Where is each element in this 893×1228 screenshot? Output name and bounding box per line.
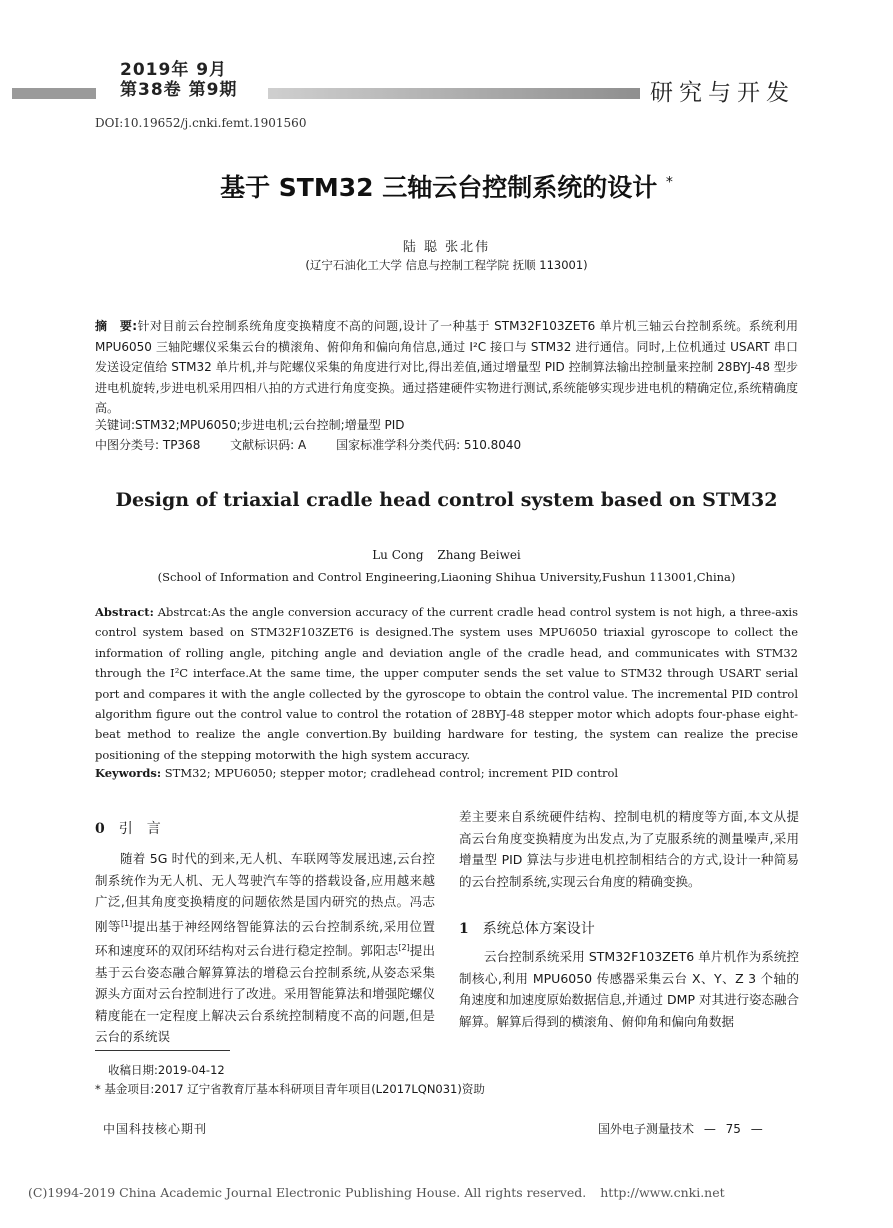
english-title: Design of triaxial cradle head control system based on STM32: [115, 489, 778, 511]
section-number: 0: [95, 821, 105, 837]
cn-abstract-label: 摘 要:: [95, 319, 138, 333]
journal-footer: [598, 1120, 769, 1137]
paper-title: [0, 168, 893, 204]
english-keywords-text: STM32; MPU6050; stepper motor; cradlehead control; increment PID control: [164, 766, 619, 780]
header-bar-right: [268, 88, 640, 99]
english-authors: [0, 548, 893, 562]
affiliation: (辽宁石油化工大学 信息与控制工程学院 抚顺 113001): [305, 258, 588, 272]
cn-classification: [95, 436, 798, 453]
cn-keywords-label: 关键词:: [95, 418, 136, 432]
cn-abstract-text: 针对目前云台控制系统角度变换精度不高的问题,设计了一种基于 STM32F103ZET6 单片机三轴云台控制系统。系统利用 MPU6050 三轴陀螺仪采集云台的横滚角、俯仰角和偏向角信息,通过 I²C 接口与 STM32 进行通信。同时,上位机通过 USART 串口发送设定值给 STM32 单片机,并与陀螺仪采集的角度进行对比,得出差值,通过增量型 PID 控制算法输出控制量来控制 28BYJ-48 型步进电机旋转,步进电机采用四相八拍的方式进行角度变换。通过搭建硬件实物进行测试,系统能够实现步进电机的精确定位,系统精确度高。: [95, 319, 798, 415]
issue-header: [120, 60, 237, 100]
cn-abstract: [95, 316, 798, 419]
intro-text-b: 提出基于神经网络智能算法的云台控制系统,采用位置环和速度环的双闭环结构对云台进行稳定控制。郭阳志: [95, 918, 435, 959]
page-number: 75: [725, 1122, 741, 1136]
intro-paragraph: [95, 848, 435, 1048]
intro-paragraph-continued: 差主要来自系统硬件结构、控制电机的精度等方面,本文从提高云台角度变换精度为出发点,为了克服系统的测量噪声,采用增量型 PID 算法与步进电机控制相结合的方式,设计一种简易的云台控制系统,实现云台角度的精确变换。: [459, 809, 799, 889]
authors: 陆 聪 张北伟: [402, 240, 491, 255]
section-label: 研究与开发: [650, 80, 795, 106]
english-abstract-label: Abstract:: [95, 605, 154, 619]
english-keywords-label: Keywords:: [95, 766, 162, 780]
fund-note: * 基金项目:2017 辽宁省教育厅基本科研项目青年项目(L2017LQN031)资助: [95, 1082, 485, 1096]
design-paragraph: 云台控制系统采用 STM32F103ZET6 单片机作为系统控制核心,利用 MPU6050 传感器采集云台 X、Y、Z 3 个轴的角速度和加速度原始数据信息,并通过 DMP 对其进行姿态融合解算。解算后得到的横滚角、俯仰角和偏向角数据: [459, 949, 799, 1029]
page-dash-right: —: [750, 1122, 763, 1136]
english-abstract: [95, 602, 798, 765]
english-keywords: [95, 766, 798, 780]
intro-text-c: 提出基于云台姿态融合解算算法的增稳云台控制系统,从姿态采集源头方面对云台控制进行了改进。采用智能算法和增强陀螺仪精度能在一定程度上解决云台系统控制精度不高的问题,但是云台的系统误: [95, 943, 435, 1045]
author-1: Lu Cong: [372, 548, 424, 562]
english-affiliation: (School of Information and Control Engineering,Liaoning Shihua University,Fushun 113001,China): [157, 570, 736, 584]
paper-title-text: 基于 STM32 三轴云台控制系统的设计: [220, 173, 658, 202]
issue-volume: 第38卷 第9期: [120, 80, 238, 100]
citation-1: [1]: [120, 918, 133, 928]
copyright-line: [28, 1185, 725, 1200]
author-2: Zhang Beiwei: [437, 548, 521, 562]
journal-name: 国外电子测量技术: [598, 1122, 695, 1136]
journal-category: 中国科技核心期刊: [103, 1122, 208, 1136]
received-date: 收稿日期:2019-04-12: [108, 1063, 225, 1077]
section-number: 1: [459, 921, 469, 937]
english-abstract-text: Abstrcat:As the angle conversion accuracy of the current cradle head control system is not high, a three-axis control system based on STM32F103ZET6 is designed.The system uses MPU6050 triaxial gyroscope to collect the information of rolling angle, pitching angle and deviation angle of the cradle head, and communicates with STM32 through the I²C interface.At the same time, the upper computer sends the set value to STM32 through USART serial port and compares it with the angle collected by the gyroscope to obtain the control value. The incremental PID control algorithm figure out the control value to control the rotation of 28BYJ-48 stepper motor which adopts four-phase eight-beat method to realize the angle convertion.By building hardware for testing, the system can realize the precise positioning of the stepping motorwith the high system accuracy.: [95, 605, 798, 762]
cn-keywords-text: STM32;MPU6050;步进电机;云台控制;增量型 PID: [135, 418, 405, 432]
section-title: 系统总体方案设计: [482, 921, 595, 937]
intro-text-a: 随着 5G 时代的到来,无人机、车联网等发展迅速,云台控制系统作为无人机、无人驾驶汽车等的搭载设备,应用越来越广泛,但其角度变换精度的问题依然是国内研究的热点。冯志刚等: [95, 851, 435, 934]
doi: DOI:10.19652/j.cnki.femt.1901560: [95, 116, 307, 130]
section-heading-design: [459, 918, 595, 938]
copyright-text: (C)1994-2019 China Academic Journal Electronic Publishing House. All rights reserved.: [28, 1185, 587, 1200]
cnki-link[interactable]: http://www.cnki.net: [600, 1185, 725, 1200]
clc-code: 中图分类号: TP368: [95, 438, 201, 452]
header-bar-left: [12, 88, 96, 99]
title-footnote-mark: *: [665, 174, 673, 191]
cn-keywords: [95, 416, 798, 433]
section-heading-intro: [95, 818, 161, 838]
citation-2: [2]: [398, 943, 410, 953]
footnote-rule: [95, 1050, 230, 1051]
section-title: 引 言: [118, 821, 161, 837]
doc-code: 文献标识码: A: [230, 438, 307, 452]
discipline-code: 国家标准学科分类代码: 510.8040: [336, 438, 522, 452]
issue-date: 2019年 9月: [120, 60, 228, 80]
page-dash-left: —: [703, 1122, 716, 1136]
